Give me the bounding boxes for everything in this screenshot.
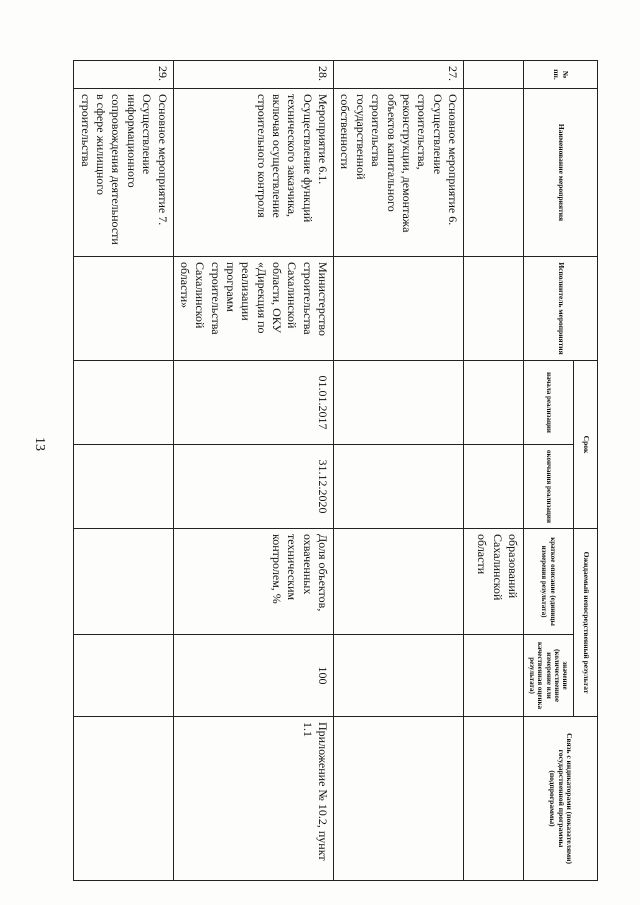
cell-link [74, 717, 173, 881]
cell-start [334, 361, 464, 445]
table-row [464, 61, 524, 881]
cell-value: 100 [173, 635, 334, 717]
cell-end [334, 445, 464, 529]
cell-start: 01.01.2017 [173, 361, 334, 445]
cell-desc: образований Сахалинской области [464, 529, 524, 635]
cell-end: 31.12.2020 [173, 445, 334, 529]
cell-desc [334, 529, 464, 635]
cell-num [464, 61, 524, 89]
cell-start [464, 361, 524, 445]
header-result-desc: краткое описание (единицы измерения результата) [524, 529, 574, 635]
cell-link: Приложение № 10.2, пункт 1.1 [173, 717, 334, 881]
cell-link [334, 717, 464, 881]
cell-end [74, 445, 173, 529]
table-row [74, 61, 173, 881]
cell-value [74, 635, 173, 717]
cell-executor [334, 257, 464, 361]
cell-value [334, 635, 464, 717]
header-name: Наименование мероприятия [524, 89, 598, 257]
header-link: Связь с индикаторами (показателями) государственной программы (подпрограммы) [524, 717, 598, 881]
cell-name: Мероприятие 6.1. Осуществление функций технического заказчика, включая осуществление строительного контроля [173, 89, 334, 257]
header-term: Срок [574, 361, 598, 529]
header-num: № пп. [524, 61, 598, 89]
cell-num: 29. [74, 61, 173, 89]
table-row [334, 61, 464, 881]
cell-end [464, 445, 524, 529]
cell-executor [464, 257, 524, 361]
measures-table [73, 60, 598, 881]
cell-link [464, 717, 524, 881]
header-executor: Исполнитель мероприятия [524, 257, 598, 361]
page-number: 13 [32, 437, 47, 451]
cell-name: Основное мероприятие 7. Осуществление информационного сопровождения деятельности в сфере жилищного строительства [74, 89, 173, 257]
cell-desc [74, 529, 173, 635]
cell-value [464, 635, 524, 717]
rotated-table-wrapper [78, 60, 598, 880]
cell-num: 28. [173, 61, 334, 89]
header-term-start: начала реализации [524, 361, 574, 445]
cell-name [464, 89, 524, 257]
header-term-end: окончания реализации [524, 445, 574, 529]
cell-executor: Министерство строительства Сахалинской области, ОКУ «Дирекция по реализации программ строительства Сахалинской области» [173, 257, 334, 361]
cell-executor [74, 257, 173, 361]
cell-name: Основное мероприятие 6. Осуществление строительства, реконструкции, демонтажа объектов капитального строительства государственной собственности [334, 89, 464, 257]
cell-desc: Доля объектов, охваченных техническим контролем, % [173, 529, 334, 635]
header-result: Ожидаемый непосредственный результат [574, 529, 598, 717]
cell-start [74, 361, 173, 445]
header-result-value: значение (количественное измерение или качественная оценка результата) [524, 635, 574, 717]
table-row [173, 61, 334, 881]
cell-num: 27. [334, 61, 464, 89]
